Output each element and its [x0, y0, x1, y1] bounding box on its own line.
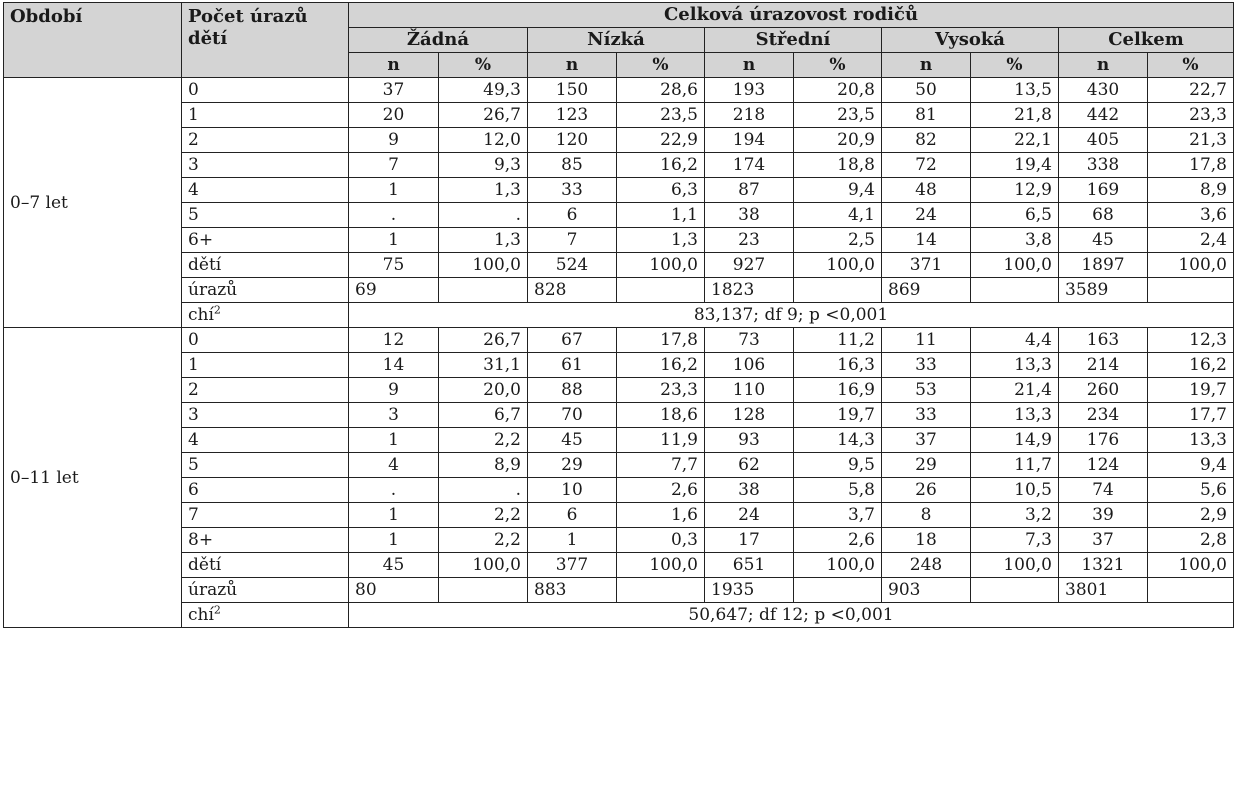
injury-count-header: Počet úrazů dětí	[182, 3, 349, 78]
pct-cell: 23,5	[794, 103, 882, 128]
n-cell: 23	[705, 228, 794, 253]
n-cell: 33	[528, 178, 617, 203]
row-label: 0	[182, 328, 349, 353]
pct-cell: 12,3	[1148, 328, 1234, 353]
n-header: n	[882, 53, 971, 78]
n-cell: 371	[882, 253, 971, 278]
chi-superscript: 2	[213, 603, 221, 617]
chi-row	[4, 603, 1234, 628]
pct-cell: 31,1	[439, 353, 528, 378]
row-label: 3	[182, 403, 349, 428]
n-cell: 14	[349, 353, 439, 378]
group-header: Nízká	[528, 28, 705, 53]
pct-cell: 19,7	[1148, 378, 1234, 403]
n-cell: 218	[705, 103, 794, 128]
pct-cell: 2,2	[439, 503, 528, 528]
n-cell: 174	[705, 153, 794, 178]
n-cell: 651	[705, 553, 794, 578]
n-cell: 93	[705, 428, 794, 453]
pct-cell: 2,6	[794, 528, 882, 553]
n-cell: 442	[1059, 103, 1148, 128]
n-cell: 14	[882, 228, 971, 253]
n-cell: 1897	[1059, 253, 1148, 278]
n-cell: 338	[1059, 153, 1148, 178]
n-cell: 430	[1059, 78, 1148, 103]
pct-cell: 13,5	[971, 78, 1059, 103]
pct-cell: 26,7	[439, 328, 528, 353]
period-cell: 0–7 let	[4, 78, 182, 328]
pct-cell	[971, 578, 1059, 603]
n-cell: 150	[528, 78, 617, 103]
n-cell: 33	[882, 403, 971, 428]
n-cell: 1935	[705, 578, 794, 603]
n-cell: 9	[349, 378, 439, 403]
group-header: Střední	[705, 28, 882, 53]
pct-cell	[617, 578, 705, 603]
n-cell: 24	[882, 203, 971, 228]
pct-cell: 7,3	[971, 528, 1059, 553]
table-row	[4, 428, 1234, 453]
pct-cell	[439, 578, 528, 603]
pct-cell: 6,7	[439, 403, 528, 428]
pct-cell: .	[439, 203, 528, 228]
pct-cell: 17,8	[1148, 153, 1234, 178]
pct-cell: 10,5	[971, 478, 1059, 503]
pct-cell: 26,7	[439, 103, 528, 128]
pct-cell: 16,2	[617, 153, 705, 178]
pct-cell: 14,3	[794, 428, 882, 453]
pct-cell: 14,9	[971, 428, 1059, 453]
n-cell: 37	[882, 428, 971, 453]
pct-cell: 9,3	[439, 153, 528, 178]
n-header: n	[705, 53, 794, 78]
row-label: úrazů	[182, 578, 349, 603]
n-cell: 12	[349, 328, 439, 353]
n-cell: 38	[705, 203, 794, 228]
pct-cell: 100,0	[971, 553, 1059, 578]
table-row	[4, 203, 1234, 228]
table-row	[4, 253, 1234, 278]
n-cell: 405	[1059, 128, 1148, 153]
pct-cell: 18,8	[794, 153, 882, 178]
n-cell: 61	[528, 353, 617, 378]
pct-cell: 100,0	[439, 253, 528, 278]
n-cell: 26	[882, 478, 971, 503]
chi-superscript: 2	[213, 303, 221, 317]
pct-cell: 2,5	[794, 228, 882, 253]
pct-cell: 0,3	[617, 528, 705, 553]
n-cell: 29	[882, 453, 971, 478]
row-label: 4	[182, 178, 349, 203]
pct-cell: 28,6	[617, 78, 705, 103]
n-cell: 8	[882, 503, 971, 528]
n-cell: 169	[1059, 178, 1148, 203]
pct-cell: 9,5	[794, 453, 882, 478]
pct-cell: 3,8	[971, 228, 1059, 253]
pct-cell: 8,9	[439, 453, 528, 478]
n-cell: 7	[528, 228, 617, 253]
period-header: Období	[4, 3, 182, 78]
n-cell: 68	[1059, 203, 1148, 228]
table-row	[4, 553, 1234, 578]
row-label: 3	[182, 153, 349, 178]
pct-cell: 1,6	[617, 503, 705, 528]
pct-cell	[794, 278, 882, 303]
row-label: 8+	[182, 528, 349, 553]
pct-cell: 21,3	[1148, 128, 1234, 153]
n-cell: 24	[705, 503, 794, 528]
row-label: dětí	[182, 553, 349, 578]
row-label: 1	[182, 353, 349, 378]
row-label: 0	[182, 78, 349, 103]
n-header: n	[349, 53, 439, 78]
row-label: 6+	[182, 228, 349, 253]
period-cell: 0–11 let	[4, 328, 182, 628]
table-row	[4, 328, 1234, 353]
pct-cell	[439, 278, 528, 303]
n-cell: 48	[882, 178, 971, 203]
n-cell: 6	[528, 503, 617, 528]
row-label: 4	[182, 428, 349, 453]
n-cell: 67	[528, 328, 617, 353]
n-cell: 1	[349, 178, 439, 203]
n-cell: 176	[1059, 428, 1148, 453]
n-cell: 128	[705, 403, 794, 428]
pct-cell: 16,2	[1148, 353, 1234, 378]
row-label: 2	[182, 378, 349, 403]
pct-cell: 23,3	[1148, 103, 1234, 128]
pct-cell	[617, 278, 705, 303]
pct-cell: 16,9	[794, 378, 882, 403]
n-cell: 524	[528, 253, 617, 278]
row-label: dětí	[182, 253, 349, 278]
pct-cell: 9,4	[794, 178, 882, 203]
pct-cell	[794, 578, 882, 603]
row-label: úrazů	[182, 278, 349, 303]
n-cell: 87	[705, 178, 794, 203]
row-label: 2	[182, 128, 349, 153]
pct-header: %	[971, 53, 1059, 78]
pct-cell: 2,4	[1148, 228, 1234, 253]
n-cell: 11	[882, 328, 971, 353]
pct-cell: 23,5	[617, 103, 705, 128]
n-cell: 75	[349, 253, 439, 278]
n-cell: .	[349, 203, 439, 228]
n-cell: 903	[882, 578, 971, 603]
n-cell: 18	[882, 528, 971, 553]
table-row	[4, 378, 1234, 403]
pct-cell: 100,0	[1148, 253, 1234, 278]
pct-cell: 19,7	[794, 403, 882, 428]
n-cell: 7	[349, 153, 439, 178]
table-row	[4, 228, 1234, 253]
chi-value: 83,137; df 9; p <0,001	[349, 303, 1234, 328]
n-cell: 234	[1059, 403, 1148, 428]
n-cell: 377	[528, 553, 617, 578]
pct-cell: 23,3	[617, 378, 705, 403]
n-cell: 4	[349, 453, 439, 478]
pct-cell: .	[439, 478, 528, 503]
chi-value: 50,647; df 12; p <0,001	[349, 603, 1234, 628]
pct-cell: 21,4	[971, 378, 1059, 403]
n-cell: 37	[1059, 528, 1148, 553]
pct-cell: 17,7	[1148, 403, 1234, 428]
n-cell: 927	[705, 253, 794, 278]
table-row	[4, 103, 1234, 128]
n-cell: 88	[528, 378, 617, 403]
n-cell: 1	[349, 228, 439, 253]
pct-cell: 11,9	[617, 428, 705, 453]
pct-cell: 3,7	[794, 503, 882, 528]
n-cell: 1321	[1059, 553, 1148, 578]
pct-cell: 2,2	[439, 428, 528, 453]
n-cell: 1	[349, 428, 439, 453]
pct-header: %	[439, 53, 528, 78]
pct-cell: 11,7	[971, 453, 1059, 478]
n-cell: 45	[349, 553, 439, 578]
n-cell: 9	[349, 128, 439, 153]
n-cell: 120	[528, 128, 617, 153]
pct-cell: 100,0	[971, 253, 1059, 278]
pct-cell: 13,3	[971, 403, 1059, 428]
pct-cell: 100,0	[1148, 553, 1234, 578]
pct-cell: 21,8	[971, 103, 1059, 128]
table-row	[4, 403, 1234, 428]
n-cell: .	[349, 478, 439, 503]
row-label: 5	[182, 453, 349, 478]
n-cell: 1	[528, 528, 617, 553]
n-cell: 1823	[705, 278, 794, 303]
n-cell: 260	[1059, 378, 1148, 403]
n-cell: 62	[705, 453, 794, 478]
pct-cell: 1,1	[617, 203, 705, 228]
n-cell: 29	[528, 453, 617, 478]
n-cell: 85	[528, 153, 617, 178]
table-row	[4, 578, 1234, 603]
table-row	[4, 453, 1234, 478]
n-cell: 53	[882, 378, 971, 403]
parent-injury-header: Celková úrazovost rodičů	[349, 3, 1234, 28]
table-row	[4, 353, 1234, 378]
pct-cell: 5,6	[1148, 478, 1234, 503]
pct-cell: 49,3	[439, 78, 528, 103]
pct-cell: 100,0	[617, 553, 705, 578]
n-cell: 80	[349, 578, 439, 603]
group-header: Vysoká	[882, 28, 1059, 53]
pct-cell: 100,0	[617, 253, 705, 278]
table-row	[4, 478, 1234, 503]
chi-label-text: chí	[188, 605, 214, 625]
n-cell: 163	[1059, 328, 1148, 353]
n-cell: 3801	[1059, 578, 1148, 603]
n-cell: 1	[349, 503, 439, 528]
chi-label-text: chí	[188, 305, 214, 325]
table-row	[4, 528, 1234, 553]
pct-cell: 18,6	[617, 403, 705, 428]
injury-table	[3, 2, 1234, 628]
pct-cell: 17,8	[617, 328, 705, 353]
pct-cell: 3,2	[971, 503, 1059, 528]
pct-cell: 12,0	[439, 128, 528, 153]
group-header: Celkem	[1059, 28, 1234, 53]
n-cell: 69	[349, 278, 439, 303]
n-header: n	[528, 53, 617, 78]
n-cell: 6	[528, 203, 617, 228]
n-cell: 82	[882, 128, 971, 153]
n-cell: 110	[705, 378, 794, 403]
n-cell: 72	[882, 153, 971, 178]
pct-cell: 16,2	[617, 353, 705, 378]
pct-cell: 1,3	[439, 178, 528, 203]
pct-cell: 22,7	[1148, 78, 1234, 103]
table-body	[4, 78, 1234, 628]
pct-cell: 100,0	[794, 253, 882, 278]
n-cell: 70	[528, 403, 617, 428]
pct-cell: 100,0	[439, 553, 528, 578]
n-cell: 45	[1059, 228, 1148, 253]
pct-cell	[1148, 278, 1234, 303]
pct-cell: 6,3	[617, 178, 705, 203]
row-label: 5	[182, 203, 349, 228]
pct-cell: 8,9	[1148, 178, 1234, 203]
pct-cell: 13,3	[971, 353, 1059, 378]
n-cell: 10	[528, 478, 617, 503]
n-cell: 123	[528, 103, 617, 128]
n-cell: 81	[882, 103, 971, 128]
table-header	[4, 3, 1234, 78]
pct-cell: 20,8	[794, 78, 882, 103]
row-label: 6	[182, 478, 349, 503]
pct-cell: 2,9	[1148, 503, 1234, 528]
n-cell: 248	[882, 553, 971, 578]
pct-cell: 5,8	[794, 478, 882, 503]
n-cell: 74	[1059, 478, 1148, 503]
pct-cell: 1,3	[617, 228, 705, 253]
n-cell: 869	[882, 278, 971, 303]
pct-cell: 2,2	[439, 528, 528, 553]
pct-cell: 6,5	[971, 203, 1059, 228]
n-cell: 45	[528, 428, 617, 453]
n-cell: 73	[705, 328, 794, 353]
table-row	[4, 278, 1234, 303]
n-cell: 194	[705, 128, 794, 153]
pct-cell: 22,1	[971, 128, 1059, 153]
n-cell: 50	[882, 78, 971, 103]
pct-cell: 11,2	[794, 328, 882, 353]
n-header: n	[1059, 53, 1148, 78]
pct-cell: 7,7	[617, 453, 705, 478]
n-cell: 193	[705, 78, 794, 103]
n-cell: 38	[705, 478, 794, 503]
table-row	[4, 153, 1234, 178]
n-cell: 106	[705, 353, 794, 378]
pct-cell: 2,6	[617, 478, 705, 503]
row-label: 1	[182, 103, 349, 128]
pct-cell: 4,4	[971, 328, 1059, 353]
n-cell: 1	[349, 528, 439, 553]
pct-cell: 22,9	[617, 128, 705, 153]
pct-cell: 12,9	[971, 178, 1059, 203]
n-cell: 39	[1059, 503, 1148, 528]
pct-cell: 20,0	[439, 378, 528, 403]
pct-cell: 16,3	[794, 353, 882, 378]
pct-header: %	[617, 53, 705, 78]
chi-row	[4, 303, 1234, 328]
pct-cell: 1,3	[439, 228, 528, 253]
pct-cell: 100,0	[794, 553, 882, 578]
row-label: 7	[182, 503, 349, 528]
pct-cell: 2,8	[1148, 528, 1234, 553]
n-cell: 124	[1059, 453, 1148, 478]
n-cell: 20	[349, 103, 439, 128]
group-header: Žádná	[349, 28, 528, 53]
pct-cell	[971, 278, 1059, 303]
pct-cell: 13,3	[1148, 428, 1234, 453]
pct-cell: 3,6	[1148, 203, 1234, 228]
chi-label	[182, 603, 349, 628]
n-cell: 214	[1059, 353, 1148, 378]
n-cell: 3	[349, 403, 439, 428]
n-cell: 3589	[1059, 278, 1148, 303]
pct-header: %	[1148, 53, 1234, 78]
table-row	[4, 128, 1234, 153]
chi-label	[182, 303, 349, 328]
n-cell: 33	[882, 353, 971, 378]
n-cell: 883	[528, 578, 617, 603]
n-cell: 37	[349, 78, 439, 103]
table-row	[4, 78, 1234, 103]
n-cell: 828	[528, 278, 617, 303]
pct-cell: 4,1	[794, 203, 882, 228]
pct-cell	[1148, 578, 1234, 603]
table-row	[4, 178, 1234, 203]
pct-header: %	[794, 53, 882, 78]
table-row	[4, 503, 1234, 528]
pct-cell: 9,4	[1148, 453, 1234, 478]
n-cell: 17	[705, 528, 794, 553]
pct-cell: 19,4	[971, 153, 1059, 178]
pct-cell: 20,9	[794, 128, 882, 153]
